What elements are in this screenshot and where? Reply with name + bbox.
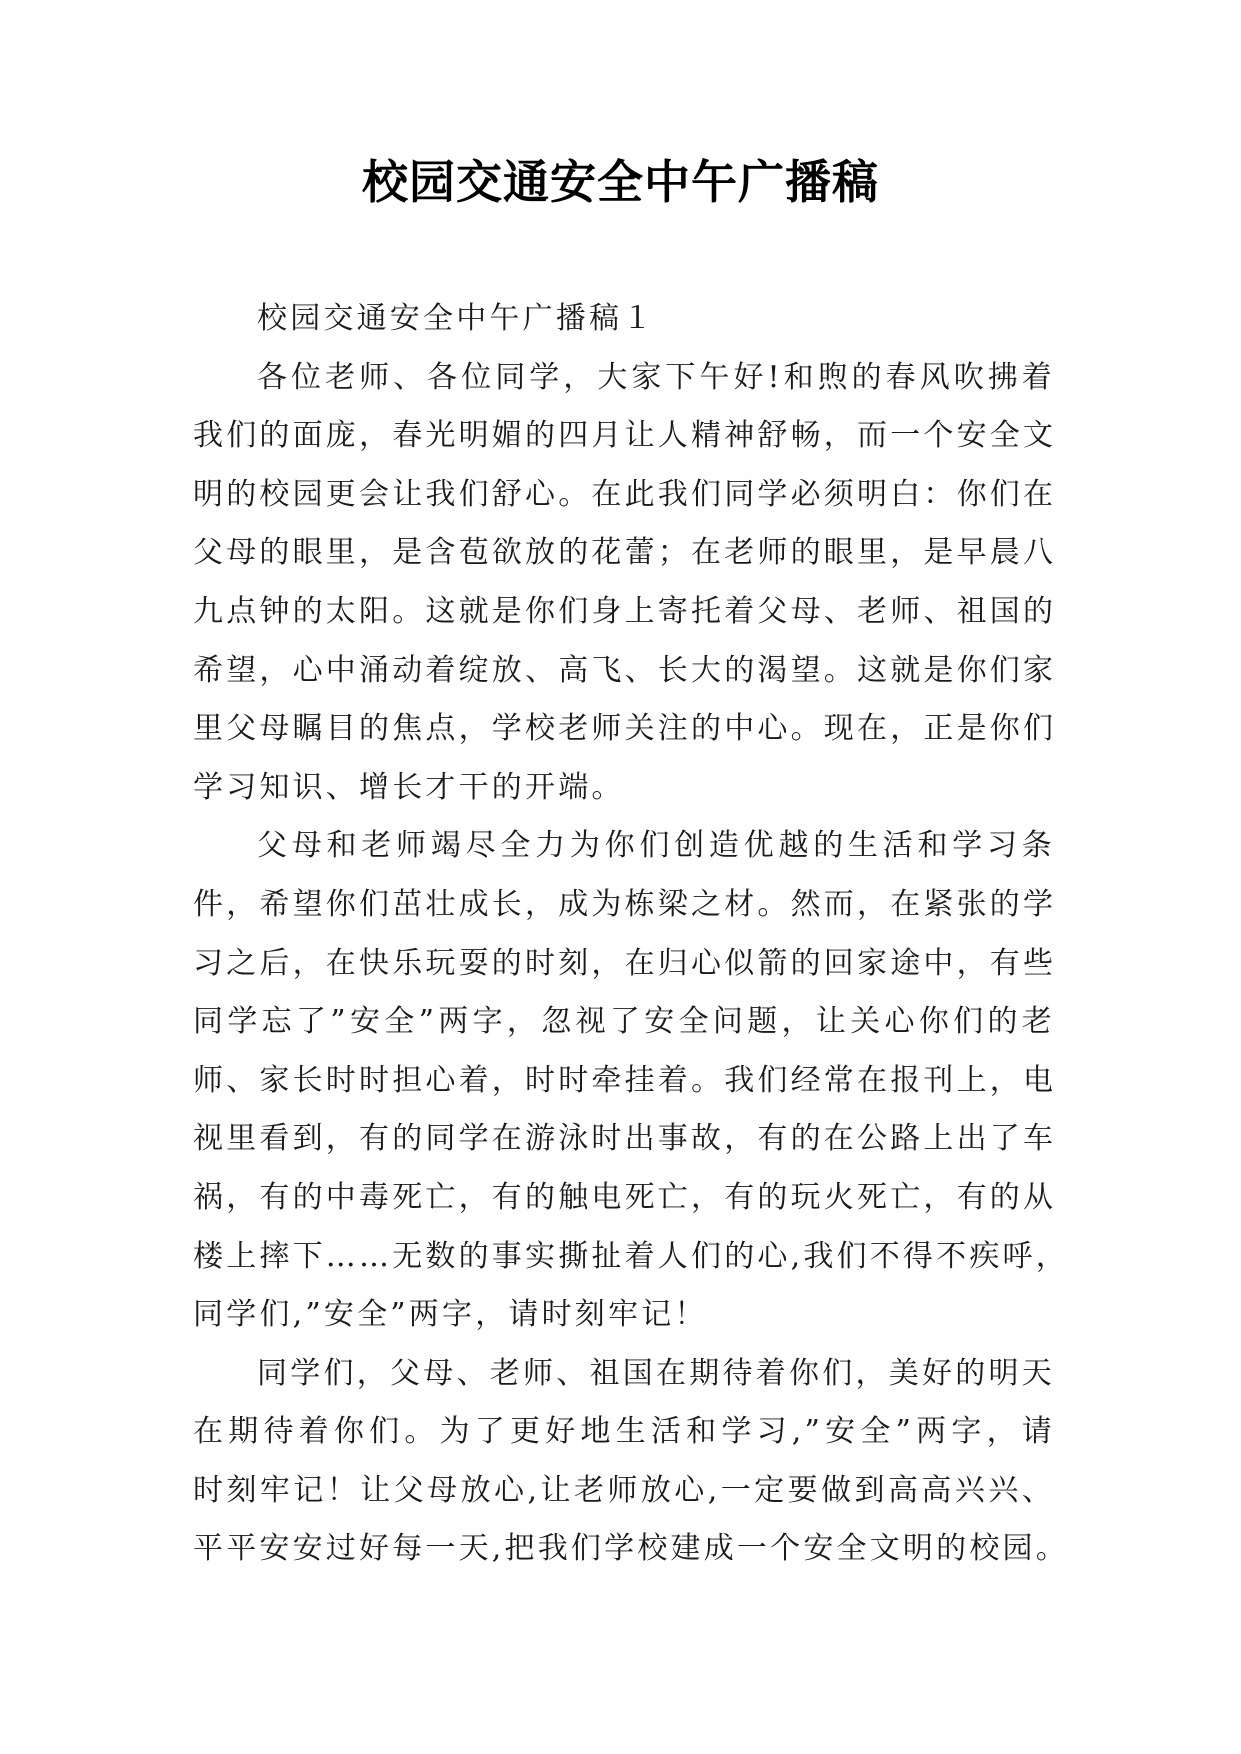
text-line: 各位老师、各位同学，大家下午好!和煦的春风吹拂着	[257, 359, 1055, 395]
text-line: 明的校园更会让我们舒心。在此我们同学必须明白：你们在	[193, 476, 1057, 512]
text-line: 父母和老师竭尽全力为你们创造优越的生活和学习条	[257, 828, 1055, 864]
text-line: 视里看到，有的同学在游泳时出事故，有的在公路上出了车	[193, 1121, 1057, 1157]
text-line: 在期待着你们。为了更好地生活和学习,”安全”两字，请	[193, 1414, 1055, 1450]
text-line: 时刻牢记！让父母放心,让老师放心,一定要做到高高兴兴、	[193, 1472, 1055, 1508]
text-line: 我们的面庞，春光明媚的四月让人精神舒畅，而一个安全文	[193, 418, 1057, 454]
document-title: 校园交通安全中午广播稿	[362, 155, 879, 209]
text-line: 校园交通安全中午广播稿１	[257, 301, 656, 336]
text-line: 师、家长时时担心着，时时牵挂着。我们经常在报刊上，电	[193, 1062, 1057, 1098]
text-line: 里父母瞩目的焦点，学校老师关注的中心。现在，正是你们	[193, 711, 1057, 747]
text-line: 件，希望你们茁壮成长，成为栋梁之材。然而，在紧张的学	[193, 886, 1057, 922]
text-line: 楼上摔下……无数的事实撕扯着人们的心,我们不得不疾呼，	[193, 1238, 1069, 1274]
text-line: 同学们,”安全”两字，请时刻牢记！	[193, 1297, 708, 1333]
text-line: 学习知识、增长才干的开端。	[193, 769, 625, 805]
text-line: 习之后，在快乐玩耍的时刻，在归心似箭的回家途中，有些	[193, 945, 1057, 981]
document-body	[193, 290, 1069, 1579]
text-line: 希望，心中涌动着绽放、高飞、长大的渴望。这就是你们家	[193, 652, 1057, 688]
text-line: 九点钟的太阳。这就是你们身上寄托着父母、老师、祖国的	[193, 593, 1057, 629]
text-line: 祸，有的中毒死亡，有的触电死亡，有的玩火死亡，有的从	[193, 1179, 1057, 1215]
text-line: 平平安安过好每一天,把我们学校建成一个安全文明的校园。	[193, 1531, 1069, 1567]
text-line: 同学忘了”安全”两字，忽视了安全问题，让关心你们的老	[193, 1004, 1055, 1040]
text-line: 同学们，父母、老师、祖国在期待着你们，美好的明天	[257, 1355, 1055, 1391]
text-line: 父母的眼里，是含苞欲放的花蕾；在老师的眼里，是早晨八	[193, 535, 1057, 571]
